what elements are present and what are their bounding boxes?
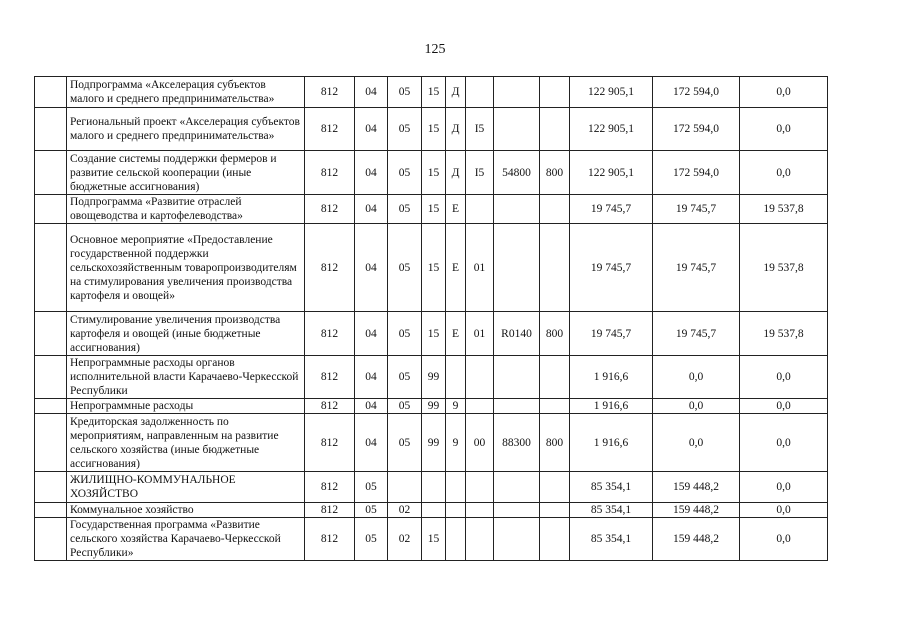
row-blank-cell	[35, 195, 67, 224]
expense-type-cell	[540, 108, 570, 151]
sum-2023-cell: 0,0	[740, 503, 828, 518]
program-cell	[422, 472, 446, 503]
activity-cell	[466, 472, 494, 503]
budget-table	[34, 76, 828, 561]
sum-2021-cell: 19 745,7	[570, 224, 653, 312]
direction-cell: R0140	[494, 312, 540, 356]
table-row	[35, 312, 828, 356]
subprogram-cell: 9	[446, 399, 466, 414]
row-name-cell: Создание системы поддержки фермеров и развитие сельской кооперации (иные бюджетные ассигнования)	[67, 151, 305, 195]
subprogram-cell	[446, 472, 466, 503]
row-name-cell: Стимулирование увеличения производства картофеля и овощей (иные бюджетные ассигнования)	[67, 312, 305, 356]
direction-cell	[494, 195, 540, 224]
subprogram-cell: Е	[446, 195, 466, 224]
sum-2022-cell: 172 594,0	[653, 77, 740, 108]
subsection-cell: 05	[388, 356, 422, 399]
row-name-cell: Непрограммные расходы	[67, 399, 305, 414]
sum-2023-cell: 19 537,8	[740, 195, 828, 224]
subsection-cell: 05	[388, 399, 422, 414]
sum-2021-cell: 19 745,7	[570, 312, 653, 356]
subsection-cell: 05	[388, 312, 422, 356]
direction-cell	[494, 108, 540, 151]
subprogram-cell: Е	[446, 312, 466, 356]
sum-2023-cell: 0,0	[740, 518, 828, 561]
sum-2023-cell: 0,0	[740, 472, 828, 503]
row-blank-cell	[35, 503, 67, 518]
program-cell	[422, 503, 446, 518]
expense-type-cell	[540, 195, 570, 224]
activity-cell: 01	[466, 312, 494, 356]
sum-2022-cell: 19 745,7	[653, 224, 740, 312]
sum-2021-cell: 122 905,1	[570, 108, 653, 151]
sum-2021-cell: 1 916,6	[570, 356, 653, 399]
direction-cell: 54800	[494, 151, 540, 195]
sum-2022-cell: 172 594,0	[653, 108, 740, 151]
subprogram-cell: Д	[446, 77, 466, 108]
section-cell: 04	[355, 108, 388, 151]
expense-type-cell: 800	[540, 414, 570, 472]
program-cell: 15	[422, 518, 446, 561]
ved-cell: 812	[305, 356, 355, 399]
table-row	[35, 151, 828, 195]
activity-cell	[466, 503, 494, 518]
row-blank-cell	[35, 414, 67, 472]
program-cell: 99	[422, 399, 446, 414]
sum-2021-cell: 1 916,6	[570, 414, 653, 472]
row-blank-cell	[35, 399, 67, 414]
expense-type-cell	[540, 518, 570, 561]
table-row	[35, 503, 828, 518]
subprogram-cell: Д	[446, 108, 466, 151]
table-row	[35, 224, 828, 312]
ved-cell: 812	[305, 503, 355, 518]
table-row	[35, 195, 828, 224]
sum-2021-cell: 85 354,1	[570, 518, 653, 561]
row-blank-cell	[35, 151, 67, 195]
subsection-cell: 05	[388, 224, 422, 312]
sum-2023-cell: 0,0	[740, 108, 828, 151]
direction-cell	[494, 356, 540, 399]
ved-cell: 812	[305, 77, 355, 108]
sum-2021-cell: 1 916,6	[570, 399, 653, 414]
table-row	[35, 108, 828, 151]
section-cell: 04	[355, 195, 388, 224]
expense-type-cell	[540, 356, 570, 399]
subsection-cell: 02	[388, 518, 422, 561]
row-name-cell: Подпрограмма «Развитие отраслей овощеводства и картофелеводства»	[67, 195, 305, 224]
section-cell: 04	[355, 151, 388, 195]
activity-cell: I5	[466, 108, 494, 151]
expense-type-cell	[540, 472, 570, 503]
expense-type-cell	[540, 77, 570, 108]
activity-cell: 01	[466, 224, 494, 312]
sum-2021-cell: 85 354,1	[570, 503, 653, 518]
subprogram-cell	[446, 503, 466, 518]
program-cell: 15	[422, 224, 446, 312]
subsection-cell: 02	[388, 503, 422, 518]
sum-2023-cell: 0,0	[740, 77, 828, 108]
subsection-cell	[388, 472, 422, 503]
sum-2022-cell: 159 448,2	[653, 472, 740, 503]
row-blank-cell	[35, 108, 67, 151]
direction-cell	[494, 77, 540, 108]
activity-cell	[466, 195, 494, 224]
expense-type-cell: 800	[540, 151, 570, 195]
sum-2023-cell: 0,0	[740, 414, 828, 472]
table-row	[35, 472, 828, 503]
section-cell: 04	[355, 312, 388, 356]
row-name-cell: Региональный проект «Акселерация субъектов малого и среднего предпринимательства»	[67, 108, 305, 151]
ved-cell: 812	[305, 108, 355, 151]
ved-cell: 812	[305, 399, 355, 414]
sum-2022-cell: 159 448,2	[653, 503, 740, 518]
row-name-cell: ЖИЛИЩНО-КОММУНАЛЬНОЕ ХОЗЯЙСТВО	[67, 472, 305, 503]
activity-cell	[466, 518, 494, 561]
sum-2023-cell: 19 537,8	[740, 224, 828, 312]
table-row	[35, 77, 828, 108]
sum-2021-cell: 122 905,1	[570, 151, 653, 195]
table-row	[35, 414, 828, 472]
section-cell: 04	[355, 399, 388, 414]
expense-type-cell	[540, 224, 570, 312]
sum-2022-cell: 0,0	[653, 414, 740, 472]
row-blank-cell	[35, 518, 67, 561]
subprogram-cell: Е	[446, 224, 466, 312]
section-cell: 05	[355, 503, 388, 518]
table-row	[35, 399, 828, 414]
row-name-cell: Непрограммные расходы органов исполнительной власти Карачаево-Черкесской Республики	[67, 356, 305, 399]
subprogram-cell: Д	[446, 151, 466, 195]
ved-cell: 812	[305, 195, 355, 224]
ved-cell: 812	[305, 312, 355, 356]
section-cell: 04	[355, 77, 388, 108]
row-blank-cell	[35, 77, 67, 108]
sum-2022-cell: 0,0	[653, 399, 740, 414]
expense-type-cell: 800	[540, 312, 570, 356]
section-cell: 05	[355, 518, 388, 561]
row-name-cell: Подпрограмма «Акселерация субъектов малого и среднего предпринимательства»	[67, 77, 305, 108]
row-name-cell: Государственная программа «Развитие сельского хозяйства Карачаево-Черкесской Республики»	[67, 518, 305, 561]
subsection-cell: 05	[388, 108, 422, 151]
direction-cell: 88300	[494, 414, 540, 472]
sum-2021-cell: 19 745,7	[570, 195, 653, 224]
sum-2022-cell: 172 594,0	[653, 151, 740, 195]
section-cell: 04	[355, 224, 388, 312]
table-row	[35, 518, 828, 561]
ved-cell: 812	[305, 518, 355, 561]
sum-2023-cell: 19 537,8	[740, 312, 828, 356]
ved-cell: 812	[305, 224, 355, 312]
program-cell: 15	[422, 77, 446, 108]
direction-cell	[494, 399, 540, 414]
row-name-cell: Кредиторская задолженность по мероприятиям, направленным на развитие сельского хозяйства (иные бюджетные ассигнования)	[67, 414, 305, 472]
row-blank-cell	[35, 356, 67, 399]
activity-cell	[466, 356, 494, 399]
sum-2023-cell: 0,0	[740, 151, 828, 195]
program-cell: 99	[422, 356, 446, 399]
subsection-cell: 05	[388, 414, 422, 472]
row-name-cell: Коммунальное хозяйство	[67, 503, 305, 518]
activity-cell: 00	[466, 414, 494, 472]
sum-2022-cell: 19 745,7	[653, 312, 740, 356]
section-cell: 04	[355, 356, 388, 399]
subprogram-cell	[446, 356, 466, 399]
program-cell: 99	[422, 414, 446, 472]
subsection-cell: 05	[388, 77, 422, 108]
subsection-cell: 05	[388, 151, 422, 195]
sum-2022-cell: 0,0	[653, 356, 740, 399]
activity-cell	[466, 399, 494, 414]
activity-cell: I5	[466, 151, 494, 195]
section-cell: 05	[355, 472, 388, 503]
sum-2022-cell: 19 745,7	[653, 195, 740, 224]
ved-cell: 812	[305, 414, 355, 472]
ved-cell: 812	[305, 472, 355, 503]
program-cell: 15	[422, 312, 446, 356]
subsection-cell: 05	[388, 195, 422, 224]
page-number: 125	[424, 42, 446, 57]
direction-cell	[494, 503, 540, 518]
table-row	[35, 356, 828, 399]
sum-2023-cell: 0,0	[740, 356, 828, 399]
row-blank-cell	[35, 472, 67, 503]
sum-2021-cell: 122 905,1	[570, 77, 653, 108]
ved-cell: 812	[305, 151, 355, 195]
section-cell: 04	[355, 414, 388, 472]
sum-2021-cell: 85 354,1	[570, 472, 653, 503]
row-name-cell: Основное мероприятие «Предоставление государственной поддержки сельскохозяйственным товаропроизводителям на стимулирования увеличения производства картофеля и овощей»	[67, 224, 305, 312]
subprogram-cell	[446, 518, 466, 561]
program-cell: 15	[422, 151, 446, 195]
sum-2023-cell: 0,0	[740, 399, 828, 414]
direction-cell	[494, 518, 540, 561]
subprogram-cell: 9	[446, 414, 466, 472]
activity-cell	[466, 77, 494, 108]
direction-cell	[494, 472, 540, 503]
expense-type-cell	[540, 399, 570, 414]
expense-type-cell	[540, 503, 570, 518]
row-blank-cell	[35, 312, 67, 356]
program-cell: 15	[422, 108, 446, 151]
direction-cell	[494, 224, 540, 312]
program-cell: 15	[422, 195, 446, 224]
sum-2022-cell: 159 448,2	[653, 518, 740, 561]
row-blank-cell	[35, 224, 67, 312]
